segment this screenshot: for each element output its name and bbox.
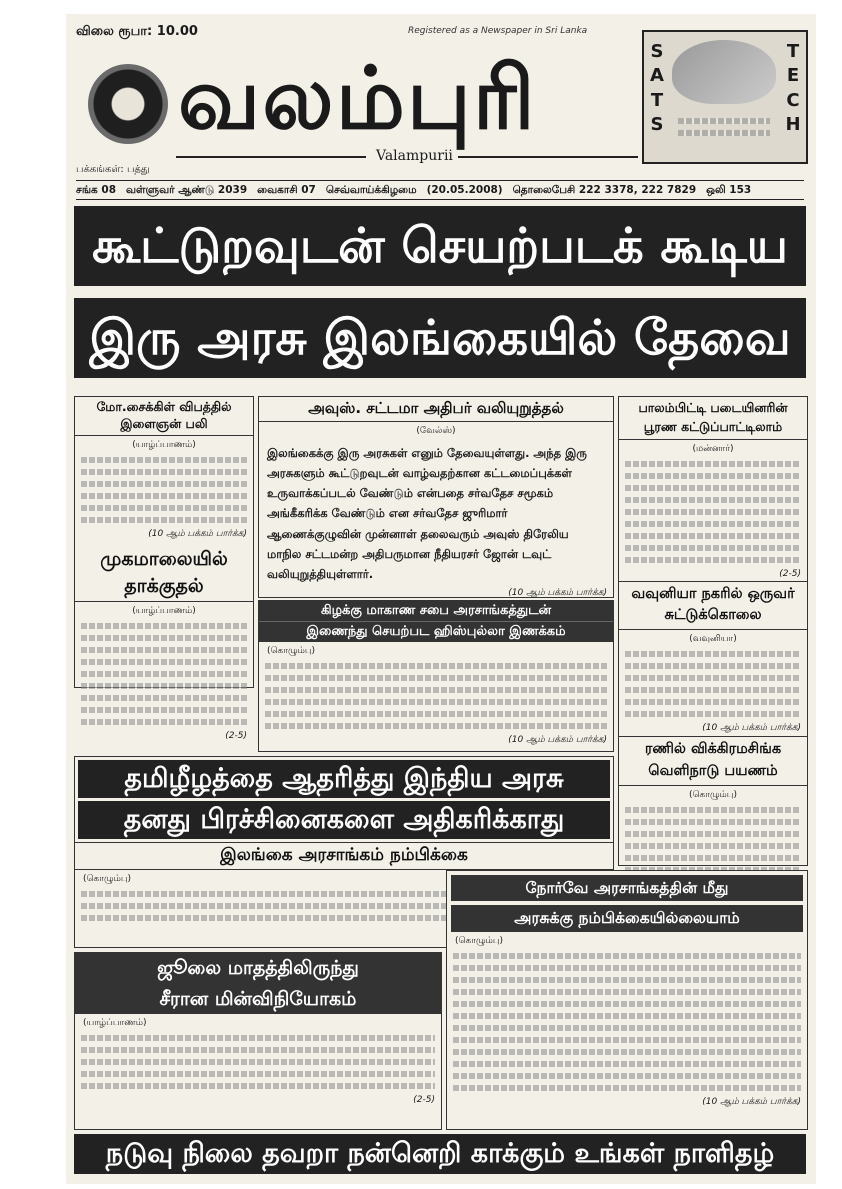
story-headline: வவுனியா நகரில் ஒருவர் சுட்டுக்கொலை — [619, 581, 807, 631]
masthead-title: வலம்புரி — [178, 49, 537, 149]
dateline-date: (20.05.2008) — [426, 184, 503, 196]
masthead-subtitle: Valampurii — [376, 148, 453, 164]
dateline-month: வைகாசி 07 — [257, 183, 316, 196]
ad-fine-print — [672, 112, 776, 142]
continued-ref: (10 ஆம் பக்கம் பார்க்க) — [702, 723, 801, 733]
story-byline: (மன்னார்) — [692, 443, 734, 454]
center-story — [258, 396, 614, 598]
continued-ref: (10 ஆம் பக்கம் பார்க்க) — [508, 735, 607, 745]
continued-ref: (2-5) — [225, 731, 247, 742]
dateline-phone: தொலைபேசி 222 3378, 222 7829 — [512, 183, 697, 196]
dateline-day: செவ்வாய்க்கிழமை — [325, 183, 417, 196]
ad-right-letters: T E C H — [785, 41, 801, 135]
story-headline-line1: நோர்வே அரசாங்கத்தின் மீது — [451, 875, 803, 901]
story-headline: மோ.சைக்கிள் விபத்தில் இளைஞன் பலி — [75, 397, 253, 436]
story-headline-line1: தமிழீழத்தை ஆதரித்து இந்திய அரசு — [78, 760, 610, 798]
story-body: இலங்கைக்கு இரு அரசுகள் எனும் தேவையுள்ளது. அந்த இரு அரசுகளும் கூட்டுறவுடன் வாழ்வதற்கான கட்டமைப்புக்கள் உருவாக்கப்படல் வேண்டும் என்பதை சர்வதேச சமூகம் அங்கீகரிக்க வேண்டும் என சர்வதேச ஜுரிமார் ஆணைக்குழுவின் முன்னாள் தலைவரும் அவுஸ் திரேலிய மாநில சட்டமன்ற அதிபருமான நீதியரசர் ஜோன் டவுட் வலியுறுத்தியுள்ளார். — [267, 446, 587, 581]
story-headline-line1: ஜூலை மாதத்திலிருந்து — [75, 953, 441, 984]
price-label: விலை ரூபா: 10.00 — [76, 24, 198, 39]
story-headline: பாலம்பிட்டி படையினரின் பூரண கட்டுப்பாட்டிலாம் — [619, 397, 807, 440]
story-headline-line2: அரசுக்கு நம்பிக்கையில்லையாம் — [451, 905, 803, 931]
continued-ref: (10 ஆம் பக்கம் பார்க்க) — [508, 587, 607, 598]
newspaper-page — [66, 14, 816, 1184]
sats-tech-advert — [642, 30, 808, 164]
conch-emblem-icon — [88, 64, 168, 144]
registration-note: Registered as a Newspaper in Sri Lanka — [408, 26, 588, 36]
story-byline: (வேல்ஸ்) — [416, 426, 456, 436]
story-byline: (கொழும்பு) — [83, 874, 132, 884]
satellite-dish-icon — [672, 40, 776, 104]
story-headline-line2: தனது பிரச்சினைகளை அதிகரிக்காது — [78, 801, 610, 839]
masthead-rule-left — [176, 156, 366, 158]
story-subheadline: இலங்கை அரசாங்கம் நம்பிக்கை — [75, 842, 613, 870]
dateline-issue: ஒலி 153 — [706, 183, 752, 196]
dateline-sangam: சங்க 08 — [76, 183, 116, 196]
continued-ref: (2-5) — [779, 568, 801, 579]
continued-ref: (10 ஆம் பக்கம் பார்க்க) — [702, 1096, 801, 1107]
story-headline: ரணில் விக்கிரமசிங்க வெளிநாடு பயணம் — [619, 736, 807, 786]
story-headline-line2: சீரான மின்விநியோகம் — [75, 984, 441, 1015]
dateline — [76, 180, 804, 200]
main-headline-line1: கூட்டுறவுடன் செயற்படக் கூடிய — [74, 206, 806, 286]
story-headline: அவுஸ். சட்டமா அதிபர் வலியுறுத்தல் — [259, 397, 613, 422]
story-headline-line1: கிழக்கு மாகாண சபை அரசாங்கத்துடன் — [259, 601, 613, 621]
story-headline-line2: இணைந்து செயற்பட ஹிஸ்புல்லா இணக்கம் — [259, 621, 613, 642]
left-column — [74, 396, 254, 742]
continued-ref: (10 ஆம் பக்கம் பார்க்க) — [148, 529, 247, 539]
main-headline-line2: இரு அரசு இலங்கையில் தேவை — [74, 298, 806, 378]
story-byline: (கொழும்பு) — [455, 935, 504, 946]
story-headline: முகமாலையில் தாக்குதல் — [75, 544, 253, 602]
story-byline: (யாழ்ப்பாணம்) — [83, 1018, 147, 1029]
story-byline: (யாழ்ப்பாணம்) — [132, 440, 196, 450]
story-byline: (வவுனியா) — [689, 634, 737, 644]
norway-story — [446, 870, 808, 1130]
masthead-rule-right — [458, 156, 638, 158]
story-byline: (கொழும்பு) — [267, 646, 316, 656]
dateline-year: வள்ளுவர் ஆண்டு 2039 — [126, 183, 248, 196]
story-byline: (கொழும்பு) — [688, 789, 738, 800]
story-byline: (யாழ்ப்பாணம்) — [132, 606, 196, 617]
continued-ref: (2-5) — [413, 1095, 435, 1106]
page-count: பக்கங்கள்: பத்து — [76, 164, 150, 175]
hezbollah-story — [258, 600, 614, 752]
ad-left-letters: S A T S — [650, 41, 664, 135]
power-supply-story — [74, 952, 442, 1130]
footer-slogan: நடுவு நிலை தவறா நன்னெறி காக்கும் உங்கள் நாளிதழ் — [74, 1134, 806, 1174]
right-column — [618, 396, 808, 866]
